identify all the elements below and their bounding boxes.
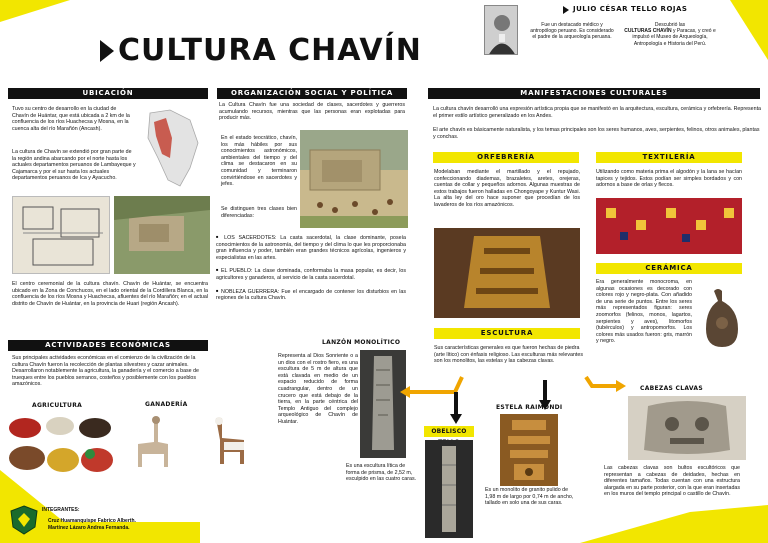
- orfebreria-text: Modelaban mediante el martillado y el repujado, confeccionando diademas, brazaletes, aretes, orejeras, cuentas de collar y pequeños adornos. Algunas muestras de estos trabajos fueron halladas en Chongoyape y Kuntur Wasi. La alta ley del oro hace suponer que procedían de los lavaderos de los ríos amazónicos.: [434, 169, 580, 208]
- bottom-right-yellow-shape: [580, 505, 768, 543]
- llama-image: [124, 412, 176, 474]
- author-desc-right: Descubrió las CULTURAS CHAVÍN y Paracas, y creó e impulsó el Museo de Arqueología, Antropología e Historia del Perú.: [624, 22, 716, 47]
- clase-sacerdotes: ■ LOS SACERDOTES: La casta sacerdotal, la clase dominante, poseía conocimientos de la astronomía, del tiempo y del clima lo que les proporcionaba gran influencia y poder, también eran grandes técnicos agrícolas, ingenieros y especialistas en las artes.: [216, 234, 406, 261]
- ubicacion-p3: El centro ceremonial de la cultura chavín. Chavín de Huántar, se encuentra ubicado en la Zona de Conchucos, en el lado oriental de la Cordillera Blanca, en la confluencia de los ríos Mosna y Huachecsa, afluentes del río Marañón; en el actual distrito de Chavín de Huántar, en la provincia de Huari (región Ancash).: [12, 281, 208, 307]
- organizacion-intro: La Cultura Chavín fue una sociedad de clases, sacerdotes y guerreros acumulando recursos, mientras que las personas eran explotadas para producir más.: [219, 102, 405, 122]
- member-2: Martínez Lázaro Andrea Fernanda.: [48, 525, 130, 531]
- member-1: Cruz Huamanquispe Fabrico Alberth.: [48, 518, 136, 524]
- title-arrow-icon: [100, 40, 114, 62]
- chavin-society-illustration: [300, 130, 408, 228]
- organizacion-clases: [216, 234, 406, 308]
- manifestaciones-p1: La cultura chavín desarrolló una expresión artística propia que se manifestó en la arquitectura, escultura, cerámica y orfebrería. Representa el primer estilo artístico generalizado en los Andes.: [433, 106, 761, 119]
- textileria-title: TEXTILERÍA: [596, 152, 742, 163]
- manifestaciones-p2: El arte chavín es básicamente naturalista, y los temas principales son los seres humanos, aves, serpientes, felinos, otros animales, plantas y conchas.: [433, 127, 760, 140]
- peru-map: [140, 108, 202, 190]
- agricultura-label: AGRICULTURA: [32, 402, 83, 409]
- ubicacion-p2: La cultura de Chavín se extendió por gran parte de la región andina abarcando por el norte hasta los actuales departamentos peruanos de Lambayeque y Cajamarca y por el sur hasta los actuales departamentos peruanos de Ica y Ayacucho.: [12, 149, 136, 182]
- school-logo-icon: [10, 505, 38, 535]
- estela-image: [500, 414, 558, 486]
- estela-title: ESTELA RAIMONDI: [496, 404, 563, 411]
- obelisco-image: [425, 440, 473, 538]
- agriculture-products-image: [5, 414, 115, 476]
- manifestaciones-heading: MANIFESTACIONES CULTURALES: [428, 88, 760, 99]
- textileria-text: Utilizando como materia prima el algodón y la lana se hacían tapices y tejidos. Estos podían ser simples bordados y con adornos a base de orlas y flecos.: [596, 169, 742, 189]
- obelisco-title: OBELISCO: [424, 426, 474, 437]
- author-arrow-icon: [563, 6, 569, 14]
- ceramica-text: Era generalmente monocroma, en algunas ocasiones es decorado con colores rojo y negro-plata. Con añadido de una serie de puntos. Entre los seres más representados figuran: seres zoomorfos (felinos, monos, lagartos, serpientes y aves), litomorfos (tubérculos) y antropomorfos. Los colores más usados fueron: gris, marrón y negro.: [596, 279, 692, 345]
- ubicacion-p1: Tuvo su centro de desarrollo en la ciudad de Chavín de Huántar, que está ubicada a 2 km de la confluencia de los ríos Huachecsa y Mosna, en la cuenca alta del río Marañón (Ancash).: [12, 106, 130, 132]
- economicas-text: Sus principales actividades económicas en el comienzo de la civilización de la cultura Chavín fueron la recolección de plantas silvestres y cazar animales. Desarrollaron notablemente la agricultura, la ganadería y el comercio a base de trueques entre los pueblos serranos, costeños y posiblemente con los pueblos amazónicos.: [12, 355, 199, 388]
- integrantes-label: INTEGRANTES:: [42, 507, 80, 513]
- clase-nobleza: ■ NOBLEZA GUERRERA: Fue el encargado de contener los disturbios en las regiones de la cultura Chavín.: [216, 288, 406, 302]
- ceramica-image: [694, 287, 750, 351]
- alpaca-image: [204, 414, 254, 470]
- orfebreria-title: ORFEBRERÍA: [433, 152, 579, 163]
- cabezas-text: Las cabezas clavas son bultos escultóricos que representan a cabezas de deidades, hechas en diferentes tamaños. Todas cuentan con una estructura alargada en su parte posterior, con la que eran insertadas en los muros del templo principal o castillo de Chavín.: [604, 465, 740, 498]
- clase-pueblo: ■ EL PUEBLO: La clase dominada, conformaba la masa popular, es decir, los agricultores y ganaderos, al servicio de la casta sacerdotal.: [216, 267, 406, 281]
- lanzon-title: LANZÓN MONOLÍTICO: [322, 339, 401, 346]
- economicas-heading: ACTIVIDADES ECONÓMICAS: [8, 340, 208, 351]
- cabezas-image: [628, 396, 746, 460]
- escultura-text: Sus características generales es que fueron hechas de piedra (arte lítico) con énfasis religioso. Las esculturas más relevantes son los monolitos, las estelas y las cabezas clavas.: [434, 345, 583, 365]
- author-name: JULIO CÉSAR TELLO ROJAS: [573, 5, 688, 13]
- cabezas-title: CABEZAS CLAVAS: [640, 385, 703, 392]
- page-title: CULTURA CHAVÍN: [118, 33, 422, 68]
- top-right-yellow-shape: [730, 0, 768, 60]
- organizacion-heading: ORGANIZACIÓN SOCIAL Y POLÍTICA: [217, 88, 407, 99]
- estela-text: Es un monolito de granito pulido de 1,98 m de largo por 0,74 m de ancho, tallado en solo una de sus caras.: [485, 487, 574, 507]
- author-portrait: [484, 5, 518, 55]
- textileria-image: [596, 198, 742, 254]
- ganaderia-label: GANADERÍA: [145, 401, 188, 408]
- author-desc-left: Fue un destacado médico y antropólogo peruano. Es considerado el padre de la arqueología peruana.: [530, 22, 614, 41]
- chavin-aerial-image: [114, 196, 210, 274]
- escultura-title: ESCULTURA: [434, 328, 580, 339]
- top-left-yellow-shape: [0, 0, 70, 22]
- chavin-plan-image: [12, 196, 110, 274]
- obelisco-text: Es una escultura lítica de forma de prisma, de 2,52 m, esculpido en las cuatro caras.: [346, 463, 417, 483]
- organizacion-teocratico: En el estado teocrático, chavín, los más hábiles por sus conocimientos astronómicos, ambientales del tiempo y del clima se destacaron en su comunidad y terminaron convirtiéndose en sacerdotes y jefes.: [221, 135, 297, 188]
- lanzon-text: Representa al Dios Sonriente o a un dios con el rostro fiero, es una escultura de 5 m de altura que está clavada en medio de un espacio reducido de forma cuadrangular, dentro de un crucero que está debajo de la tierra, en la parte céntrica del Templo Antiguo del complejo arqueológico de Chavín de Huántar.: [278, 353, 358, 425]
- organizacion-clases-intro: Se distinguen tres clases bien diferenciadas:: [221, 206, 297, 219]
- ubicacion-heading: UBICACIÓN: [8, 88, 208, 99]
- orfebreria-image: [434, 228, 580, 318]
- ceramica-title: CERÁMICA: [596, 263, 742, 274]
